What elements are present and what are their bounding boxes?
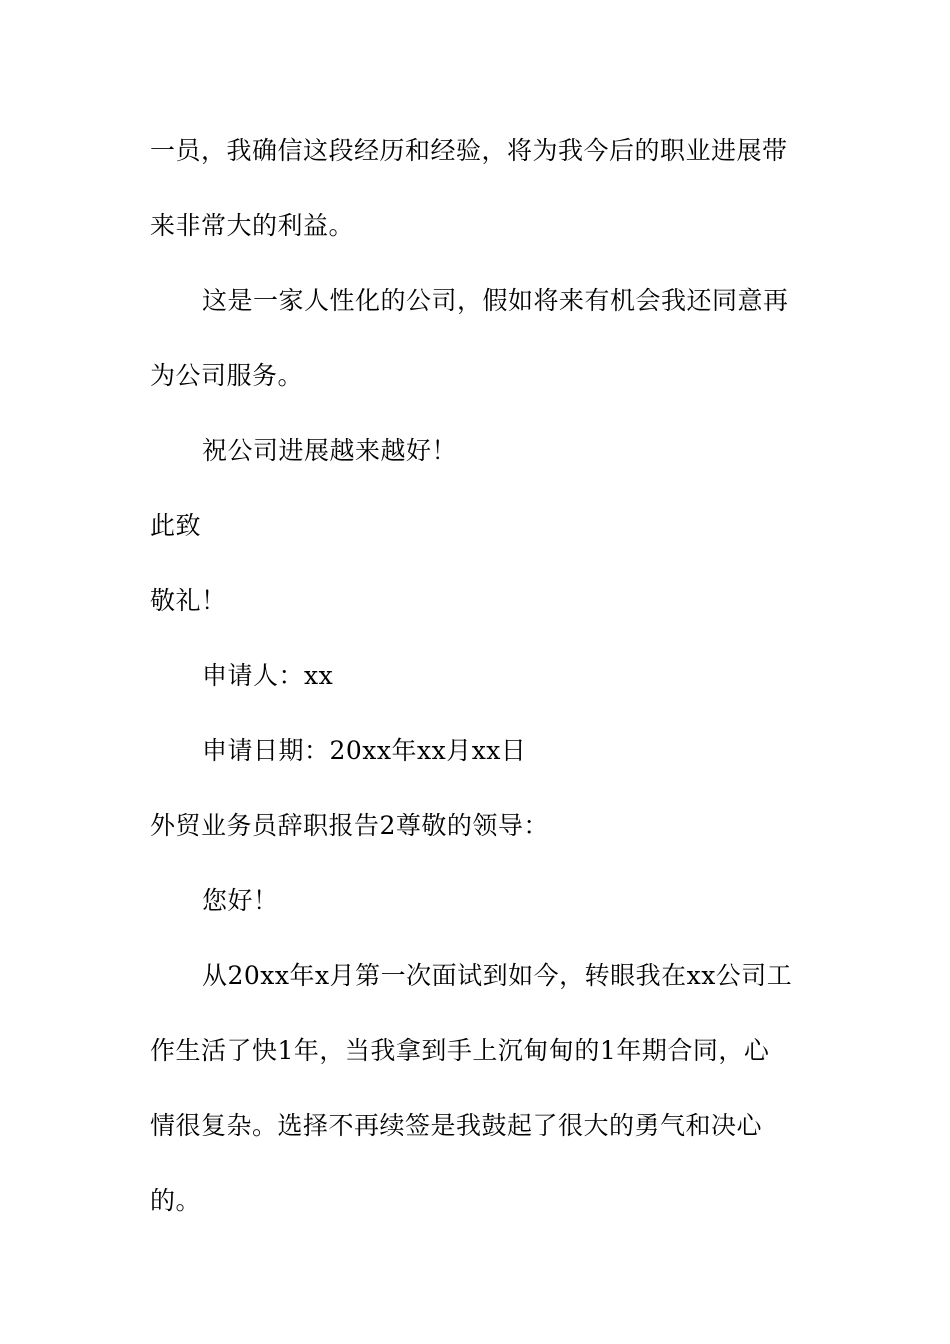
paragraph-line: 的。 (150, 1186, 202, 1215)
salutation-line: 敬礼！ (150, 586, 227, 615)
paragraph-line: 为公司服务。 (150, 361, 304, 390)
paragraph-line: 从20xx年x月第一次面试到如今，转眼我在xx公司工 (202, 961, 793, 990)
salutation-line: 此致 (150, 511, 202, 540)
section-heading: 外贸业务员辞职报告2尊敬的领导： (150, 811, 549, 840)
paragraph-line: 情很复杂。选择不再续签是我鼓起了很大的勇气和决心 (150, 1111, 763, 1140)
paragraph-line: 一员，我确信这段经历和经验，将为我今后的职业进展带 (150, 136, 788, 165)
paragraph-line: 来非常大的利益。 (150, 211, 355, 240)
applicant-line: 申请人：xx (202, 661, 334, 690)
paragraph-line: 作生活了快1年，当我拿到手上沉甸甸的1年期合同，心 (150, 1036, 770, 1065)
closing-wish: 祝公司进展越来越好！ (202, 436, 458, 465)
paragraph-line: 这是一家人性化的公司，假如将来有机会我还同意再 (202, 286, 789, 315)
greeting-line: 您好！ (202, 886, 279, 915)
date-line: 申请日期：20xx年xx月xx日 (202, 736, 527, 765)
